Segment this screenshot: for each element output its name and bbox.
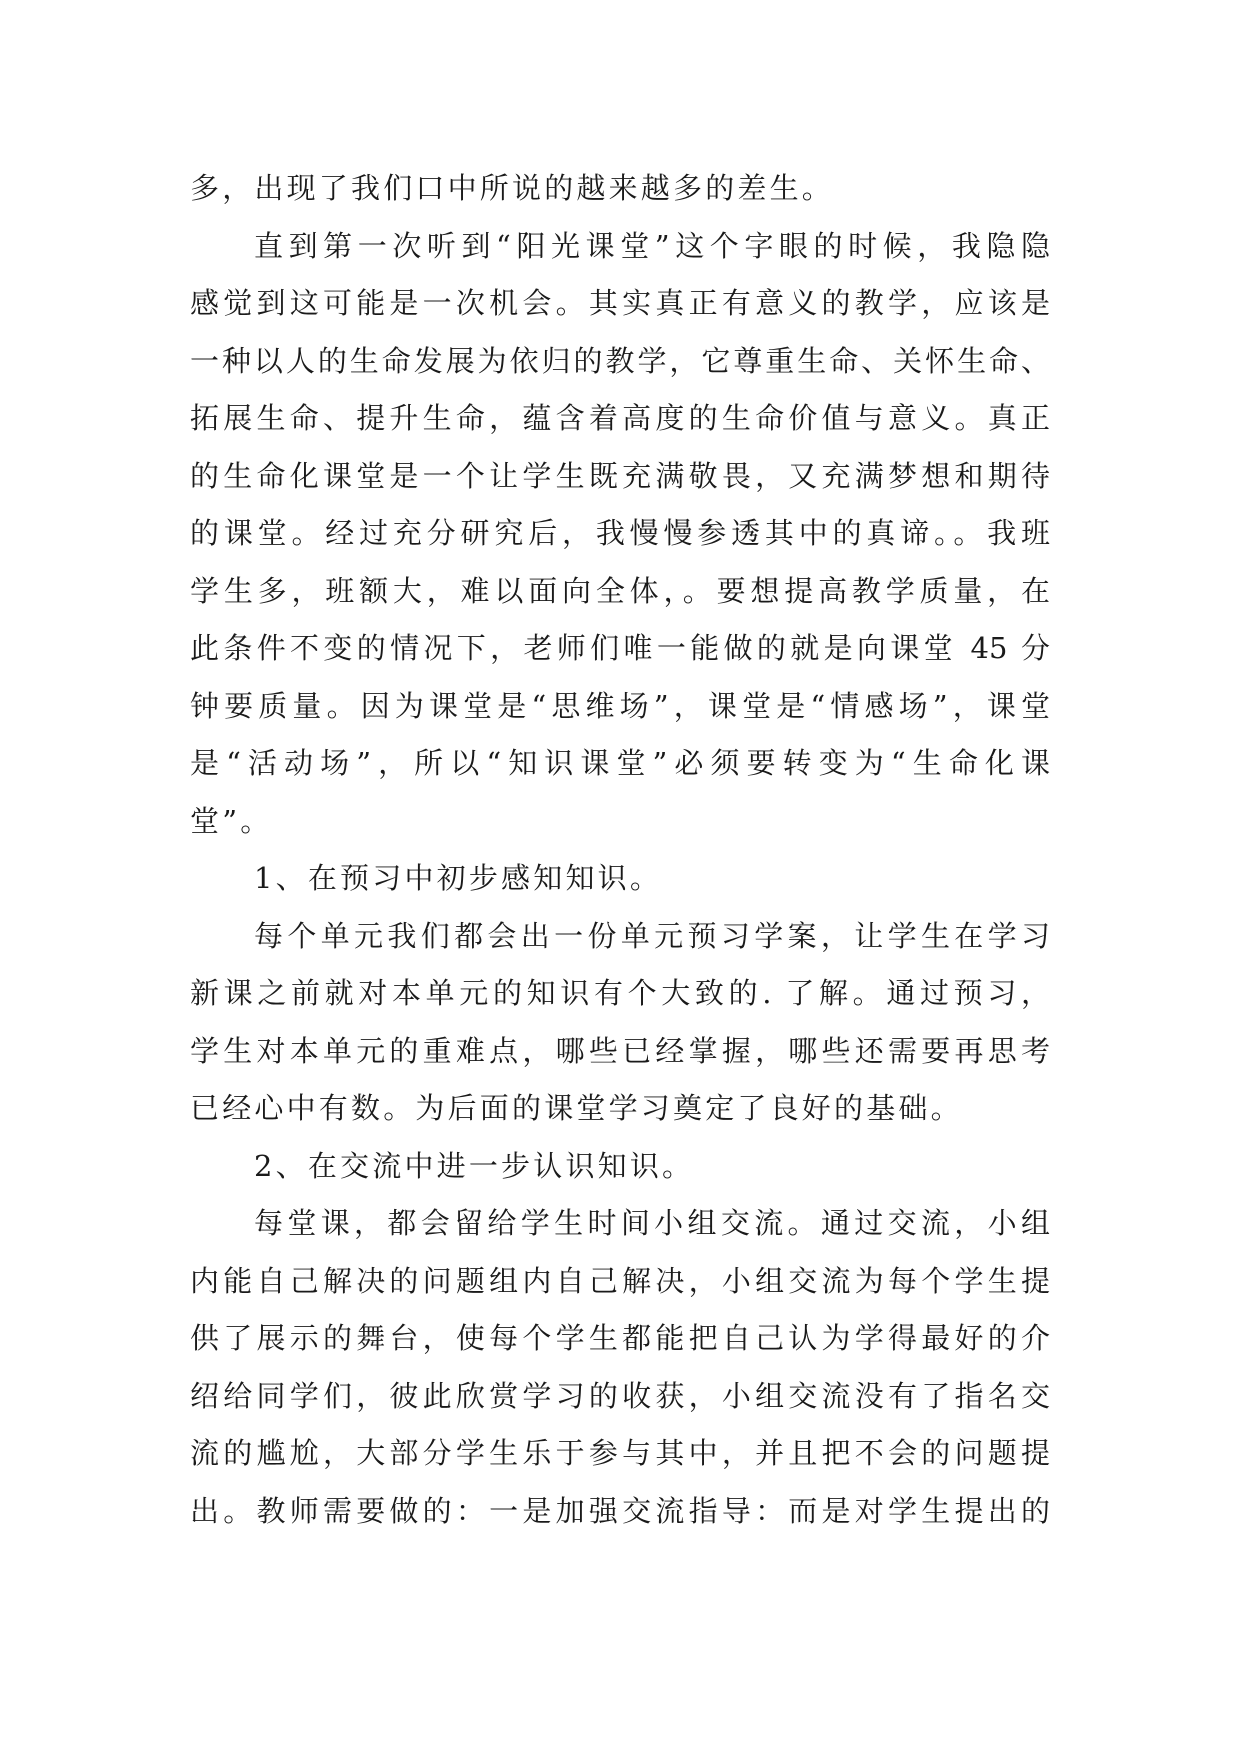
text-line: 多，出现了我们口中所说的越来越多的差生。 — [190, 171, 835, 205]
paragraph-first-line: 每个单元我们都会出一份单元预习学案，让学生在学习 — [254, 918, 1050, 953]
text-line: 拓展生命、提升生命，蕴含着高度的生命价值与意义。真正 — [190, 401, 1050, 435]
text-line: 新课之前就对本单元的知识有个大致的. 了解。通过预习， — [190, 976, 1050, 1010]
text-line: 已经心中有数。为后面的课堂学习奠定了良好的基础。 — [190, 1091, 963, 1125]
text-line: 感觉到这可能是一次机会。其实真正有意义的教学，应该是 — [190, 286, 1050, 320]
text-line: 一种以人的生命发展为依归的教学，它尊重生命、关怀生命、 — [190, 343, 1050, 378]
text-line: 学生多，班额大，难以面向全体，。要想提高教学质量，在 — [190, 573, 1050, 608]
paragraph-first-line: 直到第一次听到“阳光课堂”这个字眼的时候，我隐隐 — [254, 228, 1050, 263]
text-line: 堂”。 — [190, 803, 273, 838]
text-line: 出。教师需要做的：一是加强交流指导：而是对学生提出的 — [190, 1493, 1050, 1528]
section-heading: 2、在交流中进一步认识知识。 — [254, 1148, 695, 1183]
text-line: 的课堂。经过充分研究后，我慢慢参透其中的真谛。。我班 — [190, 516, 1050, 550]
text-line: 内能自己解决的问题组内自己解决，小组交流为每个学生提 — [190, 1263, 1050, 1298]
text-line: 的生命化课堂是一个让学生既充满敬畏，又充满梦想和期待 — [190, 458, 1050, 493]
text-line: 是“活动场”，所以“知识课堂”必须要转变为“生命化课 — [190, 746, 1050, 780]
text-line: 绍给同学们，彼此欣赏学习的收获，小组交流没有了指名交 — [190, 1378, 1050, 1413]
text-line: 学生对本单元的重难点，哪些已经掌握，哪些还需要再思考 — [190, 1033, 1050, 1068]
paragraph-first-line: 每堂课，都会留给学生时间小组交流。通过交流，小组 — [254, 1206, 1050, 1240]
section-heading: 1、在预习中初步感知知识。 — [254, 861, 663, 895]
text-line: 钟要质量。因为课堂是“思维场”，课堂是“情感场”，课堂 — [190, 688, 1050, 723]
text-line: 供了展示的舞台，使每个学生都能把自己认为学得最好的介 — [190, 1321, 1050, 1355]
text-line: 流的尴尬，大部分学生乐于参与其中，并且把不会的问题提 — [190, 1436, 1050, 1470]
document-body — [190, 160, 1050, 1540]
text-line: 此条件不变的情况下，老师们唯一能做的就是向课堂 45 分 — [190, 631, 1050, 665]
